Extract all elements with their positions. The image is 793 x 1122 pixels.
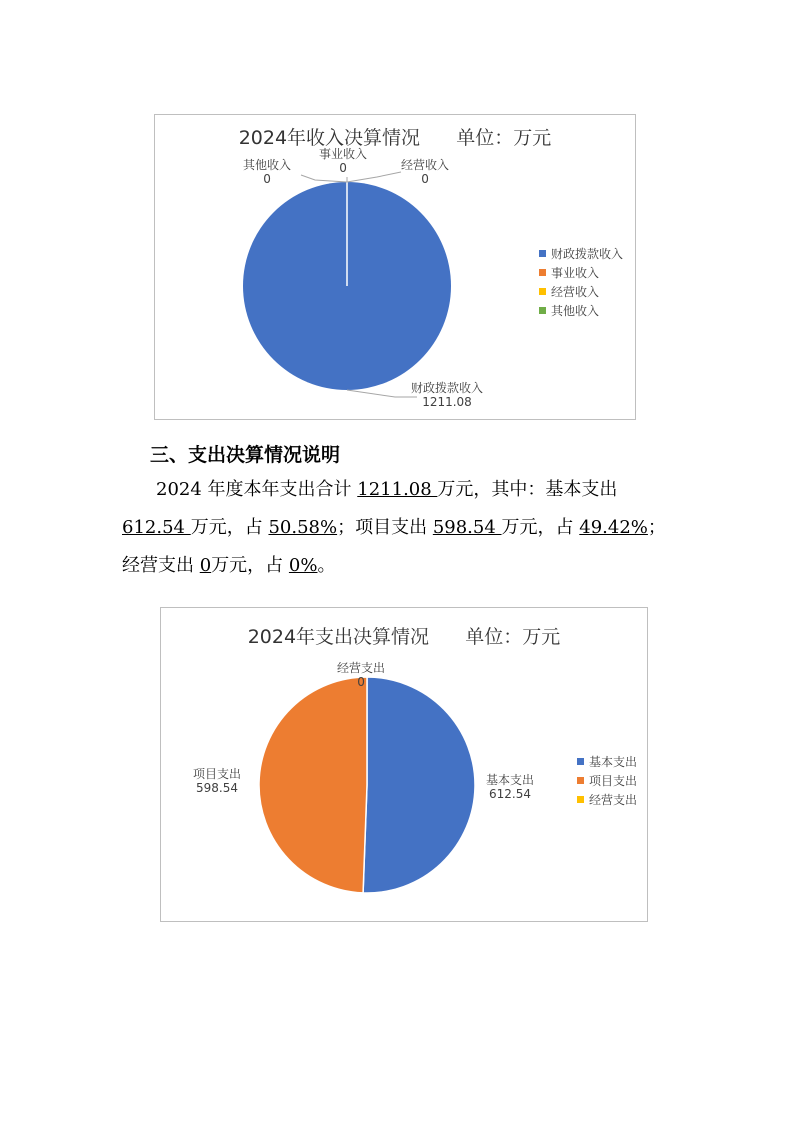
expense-chart [160, 607, 648, 922]
project-expense-pct: 49.42% [579, 517, 648, 538]
expense-pie [161, 608, 649, 923]
legend-item: 经营收入 [539, 282, 623, 301]
income-label-qita: 其他收入 0 [243, 158, 292, 186]
legend-swatch [577, 758, 584, 765]
paragraph-line-1: 2024 年度本年支出合计 1211.08 万元，其中：基本支出 [156, 479, 618, 500]
income-legend [539, 244, 623, 320]
legend-swatch [539, 250, 546, 257]
legend-swatch [577, 777, 584, 784]
income-label-jingying: 经营收入 0 [401, 158, 450, 186]
paragraph-line-3: 经营支出 0万元，占 0%。 [122, 555, 336, 576]
income-label-shiye: 事业收入 0 [319, 147, 368, 175]
income-leader-caizheng [347, 390, 417, 397]
basic-expense-value: 612.54 [122, 517, 191, 538]
operating-expense-pct: 0% [288, 555, 318, 576]
operating-expense-value: 0 [199, 555, 212, 576]
expense-label-jingying: 经营支出 0 [337, 661, 386, 689]
expense-label-xiangmu: 项目支出 598.54 [193, 767, 242, 795]
legend-swatch [539, 307, 546, 314]
total-expense-value: 1211.08 [357, 479, 438, 500]
legend-item: 基本支出 [577, 752, 637, 771]
legend-item: 项目支出 [577, 771, 637, 790]
expense-label-jiben: 基本支出 612.54 [486, 773, 535, 801]
section-heading: 三、支出决算情况说明 [150, 444, 341, 466]
legend-item: 经营支出 [577, 790, 637, 809]
income-leader-qita [301, 175, 347, 182]
legend-item: 其他收入 [539, 301, 623, 320]
project-expense-value: 598.54 [432, 517, 502, 538]
legend-swatch [577, 796, 584, 803]
expense-slice-1 [259, 677, 367, 893]
legend-item: 事业收入 [539, 263, 623, 282]
legend-item: 财政拨款收入 [539, 244, 623, 263]
expense-slice-0 [363, 677, 475, 893]
income-chart-title: 2024年收入决算情况 单位：万元 [238, 127, 552, 149]
legend-swatch [539, 288, 546, 295]
income-label-caizheng: 财政拨款收入 1211.08 [411, 381, 484, 409]
expense-legend [577, 752, 637, 809]
paragraph-line-2: 612.54 万元，占 50.58%；项目支出 598.54 万元，占 49.42%； [122, 517, 666, 538]
legend-swatch [539, 269, 546, 276]
basic-expense-pct: 50.58% [268, 517, 338, 538]
income-chart [154, 114, 636, 420]
expense-slices [259, 677, 475, 893]
expense-chart-title: 2024年支出决算情况 单位：万元 [247, 626, 561, 648]
